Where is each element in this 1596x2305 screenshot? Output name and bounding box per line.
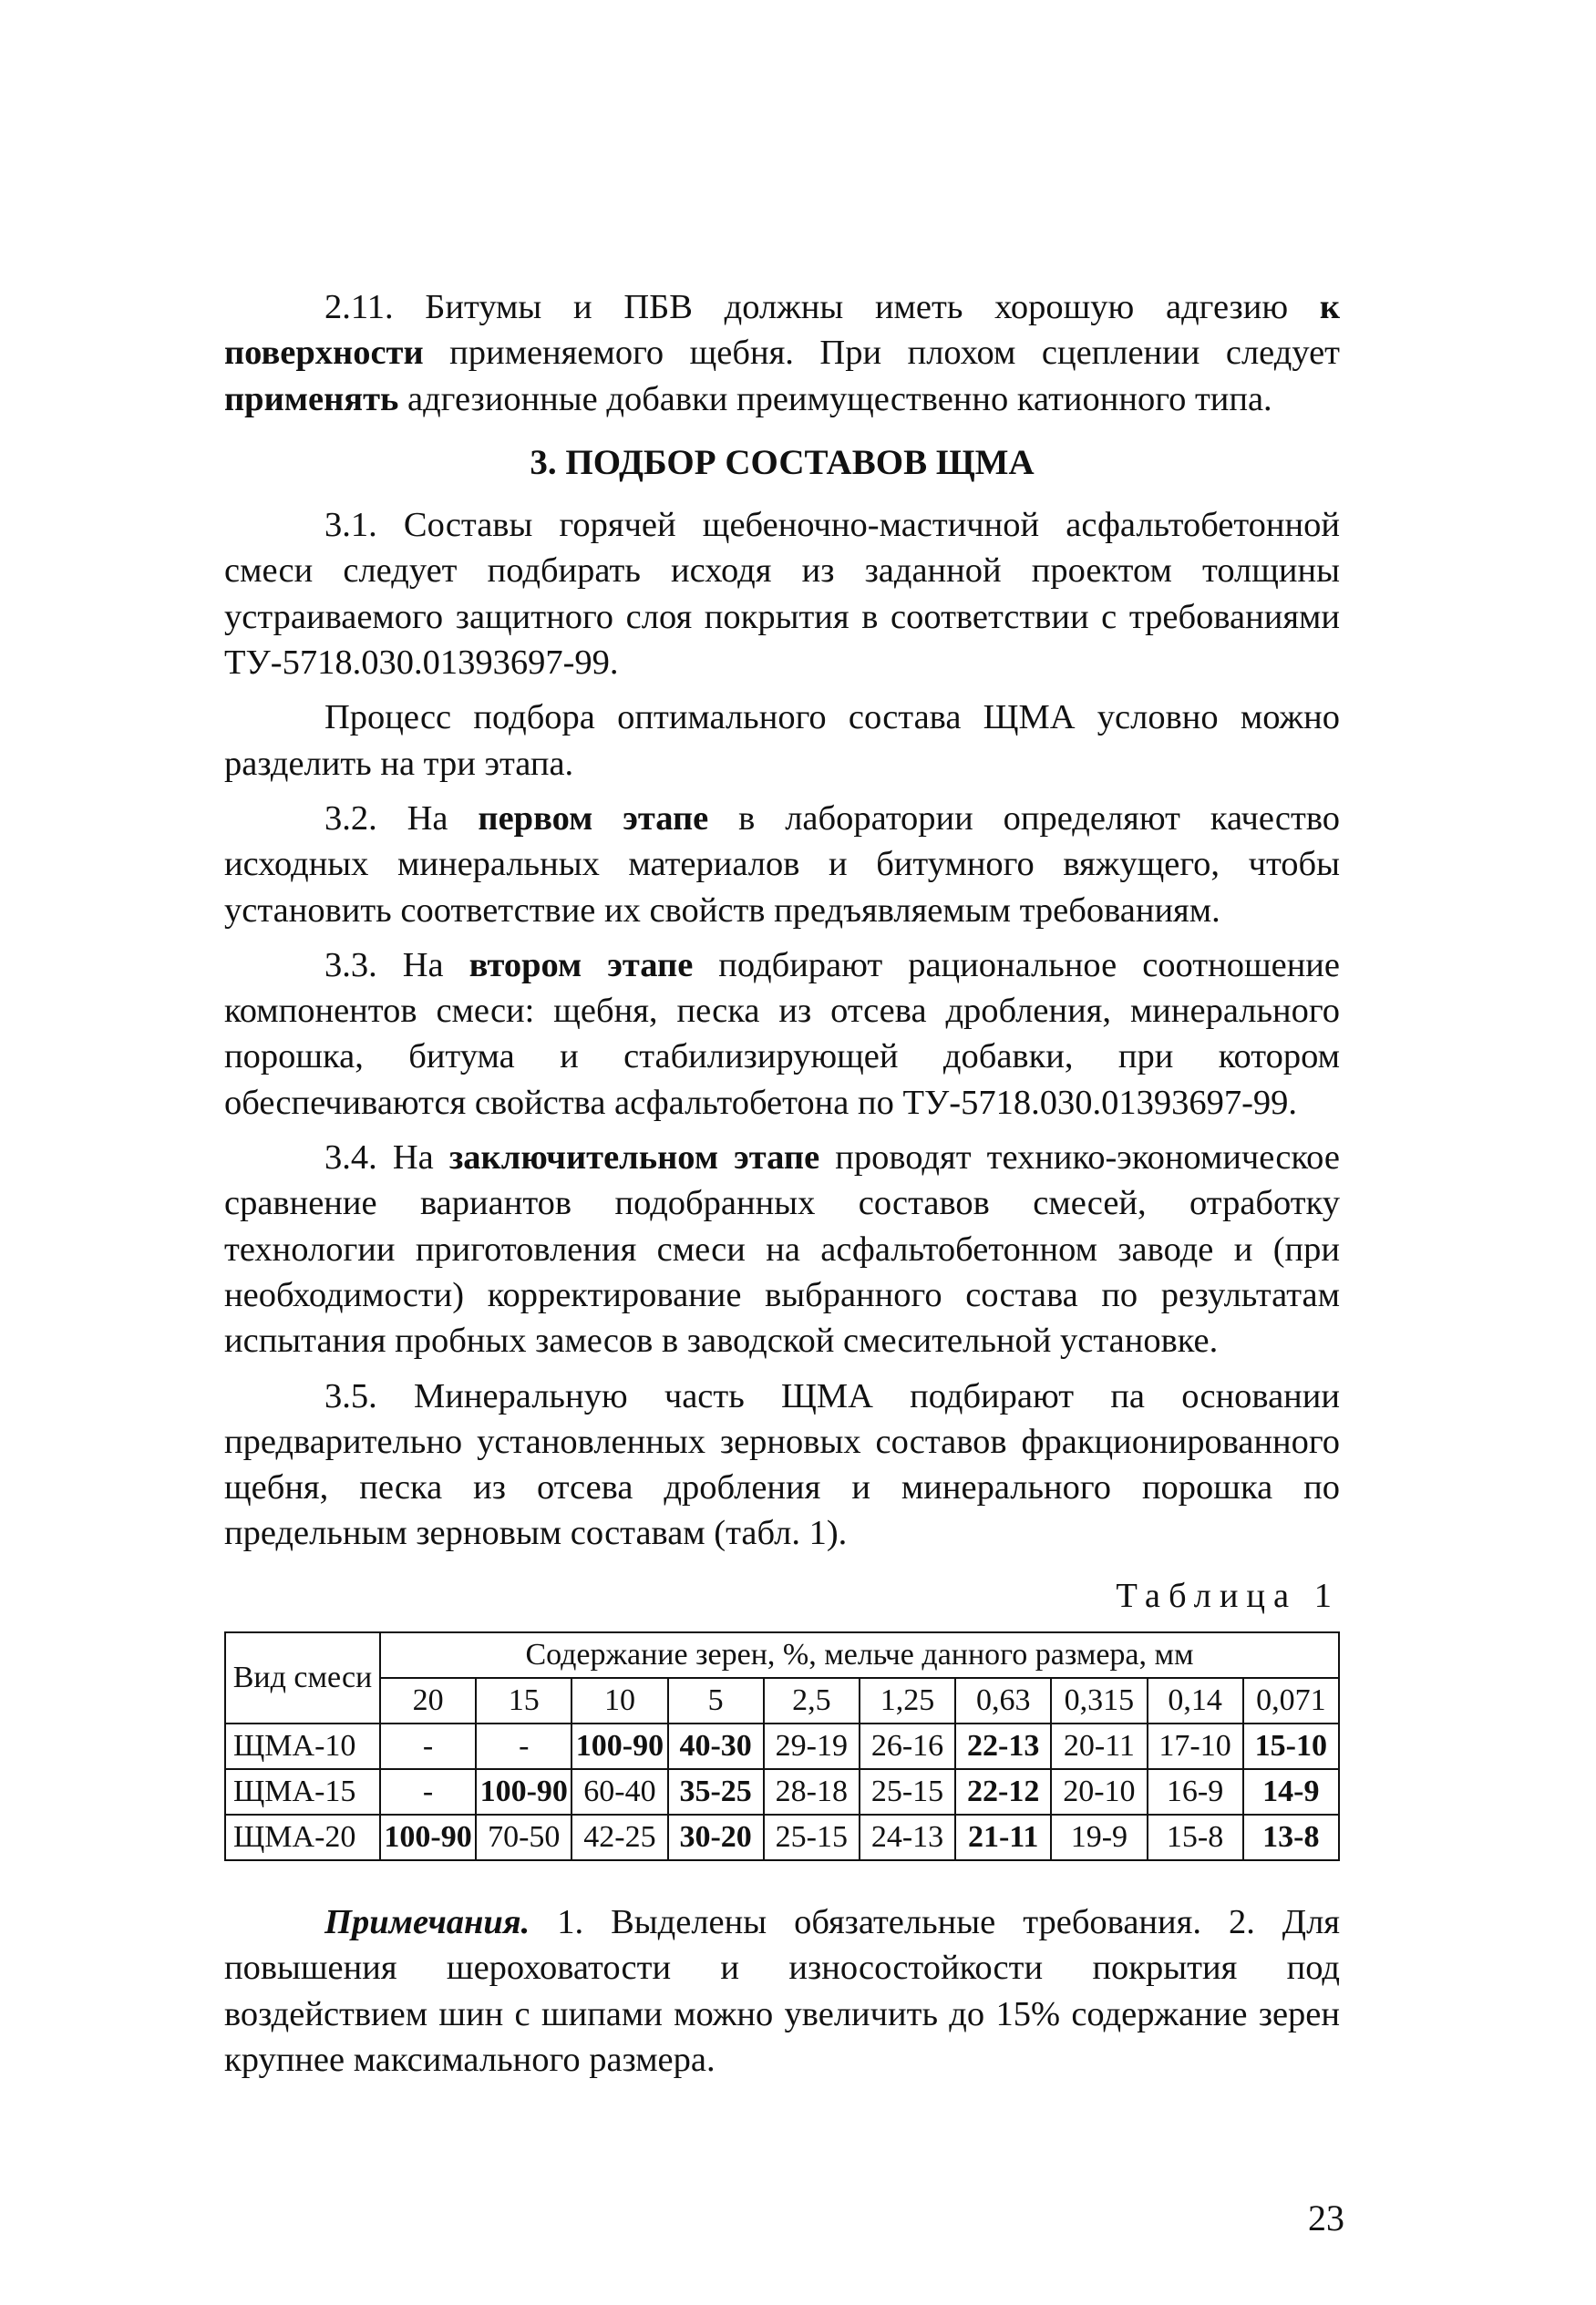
table-row (225, 1769, 1339, 1815)
size-header-cell: 0,315 (1051, 1678, 1147, 1724)
text-run: адгезионные добавки преимущественно катионного типа. (398, 379, 1272, 418)
size-header-cell: 2,5 (764, 1678, 860, 1724)
text-run: 3.2. На (324, 798, 479, 838)
required-value-cell: 14-9 (1243, 1769, 1339, 1815)
value-cell: 25-15 (764, 1815, 860, 1860)
notes-text: 1. Выделены обязательные требования. 2. Для повышения шероховатости и износостойкости покрытия под воздействием шин с шипами можно увеличить до 15% содержание зерен крупнее максимального размера. (224, 1903, 1340, 2079)
notes-label: Примечания. (324, 1903, 530, 1942)
text-run: 3.4. На (324, 1138, 449, 1178)
text-run: применяемого щебня. При плохом сцеплении следует (423, 334, 1340, 373)
page-number: 23 (1308, 2197, 1344, 2238)
size-header-cell: 0,071 (1243, 1678, 1339, 1724)
table-body (225, 1724, 1339, 1860)
text-run: в лаборатории определяют качество исходных минеральных материалов и битумного вяжущего, чтобы установить соответствие их свойств предъявляемым требованиям. (224, 798, 1341, 930)
section-heading: 3. ПОДБОР СОСТАВОВ ЩМА (530, 442, 1035, 482)
required-value-cell: 15-10 (1243, 1724, 1339, 1769)
table-header-row (225, 1632, 1339, 1678)
text-run: 3.5. Минеральную часть ЩМА подбирают па основании предварительно установленных зерновых составов фракционированного щебня, песка из отсева дробления и минерального порошка по предельным зерновым составам (табл. 1). (224, 1376, 1340, 1553)
group-header: Содержание зерен, %, мельче данного размера, мм (380, 1632, 1339, 1678)
required-value-cell: 100-90 (476, 1769, 571, 1815)
size-header-cell: 1,25 (860, 1678, 955, 1724)
paragraph-3-3 (224, 942, 1340, 1126)
page-content (224, 284, 1340, 2083)
required-value-cell: 22-12 (955, 1769, 1051, 1815)
text-run: проводят технико-экономическое сравнение вариантов подобранных составов смесей, отработку технологии приготовления смеси на асфальтобетонном заводе и (при необходимости) корректирование выбранного состава по результатам испытания пробных замесов в заводской смесительной установке. (224, 1138, 1340, 1361)
size-header-cell: 20 (380, 1678, 476, 1724)
bold-run: первом этапе (478, 798, 709, 838)
grain-composition-table (224, 1631, 1340, 1861)
bold-run: заключительном этапе (448, 1138, 820, 1178)
value-cell: 60-40 (571, 1769, 667, 1815)
size-header-cell: 0,63 (955, 1678, 1051, 1724)
paragraph-3-4 (224, 1135, 1340, 1363)
value-cell: 24-13 (860, 1815, 955, 1860)
required-value-cell: 35-25 (668, 1769, 764, 1815)
text-run: 3.3. На (324, 945, 469, 984)
paragraph-2-11 (224, 284, 1340, 422)
paragraph-3-2 (224, 796, 1340, 933)
required-value-cell: 40-30 (668, 1724, 764, 1769)
sizes-header-row (225, 1678, 1339, 1724)
value-cell: - (476, 1724, 571, 1769)
value-cell: 16-9 (1148, 1769, 1243, 1815)
bold-run: к поверхности (224, 288, 1340, 373)
paragraph-3-1 (224, 502, 1340, 685)
value-cell: 26-16 (860, 1724, 955, 1769)
value-cell: 15-8 (1148, 1815, 1243, 1860)
required-value-cell: 22-13 (955, 1724, 1051, 1769)
value-cell: 20-11 (1051, 1724, 1147, 1769)
paragraph-process (224, 695, 1340, 787)
table-row (225, 1815, 1339, 1860)
text-run: Процесс подбора оптимального состава ЩМА условно можно разделить на три этапа. (224, 698, 1340, 783)
required-value-cell: 13-8 (1243, 1815, 1339, 1860)
value-cell: 25-15 (860, 1769, 955, 1815)
table-caption: Таблица 1 (1116, 1576, 1340, 1615)
value-cell: 42-25 (571, 1815, 667, 1860)
value-cell: 29-19 (764, 1724, 860, 1769)
size-header-cell: 5 (668, 1678, 764, 1724)
value-cell: - (380, 1724, 476, 1769)
notes-paragraph (224, 1899, 1340, 2083)
row-header-label: Вид смеси (225, 1632, 380, 1724)
mix-type-cell: ЩМА-10 (225, 1724, 380, 1769)
size-header-cell: 0,14 (1148, 1678, 1243, 1724)
mix-type-cell: ЩМА-20 (225, 1815, 380, 1860)
required-value-cell: 21-11 (955, 1815, 1051, 1860)
text-run: 2.11. Битумы и ПБВ должны иметь хорошую адгезию (324, 288, 1320, 326)
value-cell: 20-10 (1051, 1769, 1147, 1815)
size-header-cell: 10 (571, 1678, 667, 1724)
table-row (225, 1724, 1339, 1769)
bold-run: применять (224, 379, 399, 418)
value-cell: 28-18 (764, 1769, 860, 1815)
mix-type-cell: ЩМА-15 (225, 1769, 380, 1815)
paragraph-3-5 (224, 1374, 1340, 1557)
value-cell: 19-9 (1051, 1815, 1147, 1860)
value-cell: 17-10 (1148, 1724, 1243, 1769)
required-value-cell: 30-20 (668, 1815, 764, 1860)
text-run: подбирают рациональное соотношение компонентов смеси: щебня, песка из отсева дробления, минерального порошка, битума и стабилизирующей добавки, при котором обеспечиваются свойства асфальтобетона по ТУ-5718.030.01393697-99. (224, 945, 1340, 1122)
size-header-cell: 15 (476, 1678, 571, 1724)
value-cell: 70-50 (476, 1815, 571, 1860)
required-value-cell: 100-90 (380, 1815, 476, 1860)
value-cell: - (380, 1769, 476, 1815)
text-run: 3.1. Составы горячей щебеночно-мастичной асфальтобетонной смеси следует подбирать исходя из заданной проектом толщины устраиваемого защитного слоя покрытия в соответствии с требованиями ТУ-5718.030.01393697-99. (224, 506, 1340, 683)
bold-run: втором этапе (469, 945, 694, 984)
required-value-cell: 100-90 (571, 1724, 667, 1769)
